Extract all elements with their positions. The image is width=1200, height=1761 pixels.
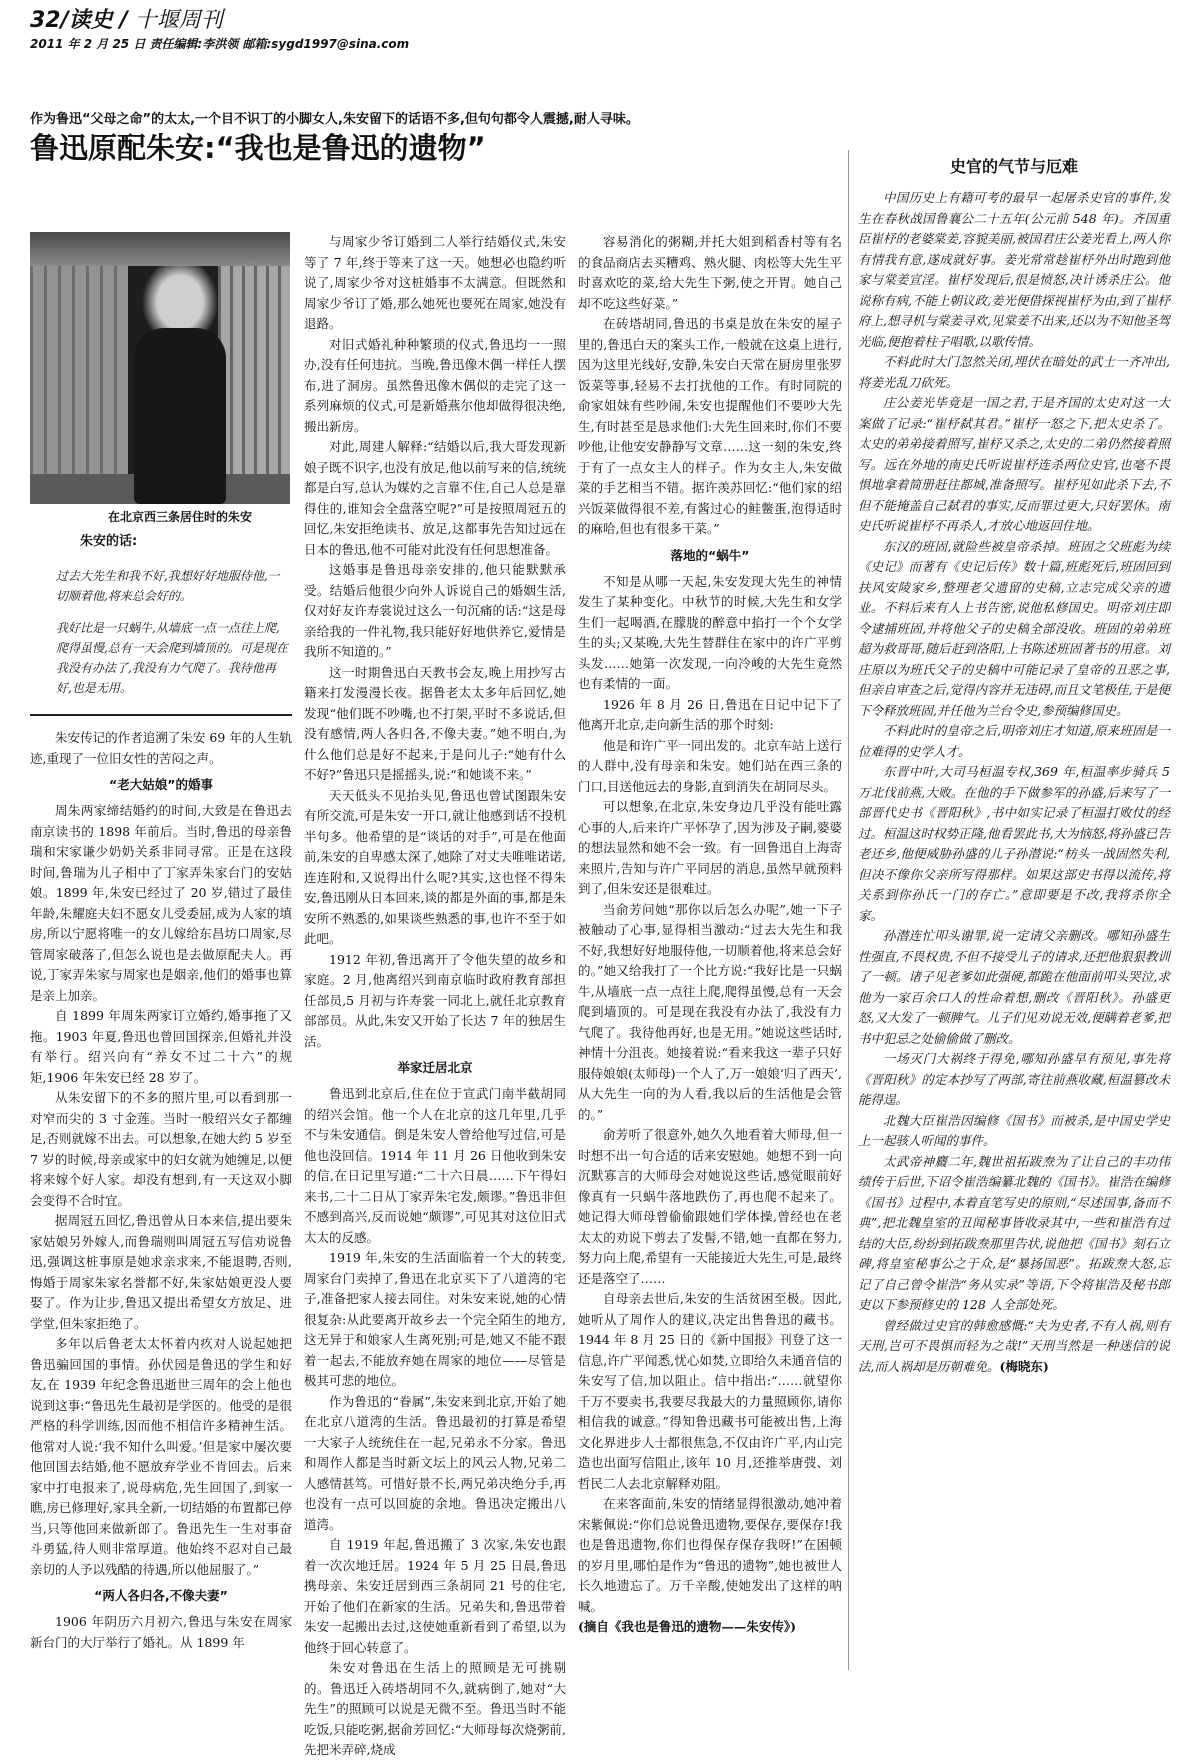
sidebar-author: (梅晓东) xyxy=(999,1358,1049,1374)
article-paragraph: 俞芳听了很意外,她久久地看着大师母,但一时想不出一句合适的话来安慰她。她想不到一向沉默寡言的大师母会对她说这些话,感觉眼前好像真有一只蜗牛落地跌伤了,再也爬不起来了。她记得大师母曾偷偷跟她们学体操,曾经也在老太太的劝说下剪去了发髻,不错,她一直都在努力,努力向上爬,希望有一天能接近大先生,可是,最终还是落空了…… xyxy=(578,1127,842,1286)
article-paragraph: 这婚事是鲁迅母亲安排的,他只能默默承受。结婚后他很少向外人诉说自己的婚姻生活,仅对好友许寿裳说过这么一句沉痛的话:“这是母亲给我的一件礼物,我只能好好地供养它,爱情是我所不知道的。” xyxy=(304,562,566,659)
article-paragraph: 天天低头不见抬头见,鲁迅也曾试图跟朱安有所交流,可是朱安一开口,就让他感到话不投机半句多。他希望的是“谈话的对手”,可是在他面前,朱安的自卑感太深了,她除了对丈夫唯唯诺诺,连连附和,又说得出什么呢?其实,这也怪不得朱安,鲁迅刚从日本回来,谈的都是外面的事,都是朱安所不熟悉的,如果谈些熟悉的事,也许不至于如此吧。 xyxy=(304,787,566,946)
article-paragraph: 朱安传记的作者追溯了朱安 69 年的人生轨迹,重现了一位旧女性的苦闷之声。 xyxy=(30,730,292,766)
page-number: 32/ xyxy=(30,8,69,33)
subheading-fallen-snail: 落地的“蜗牛” xyxy=(670,547,750,563)
sidebar-paragraph: 不料此时的皇帝之后,明帝刘庄才知道,原来班固是一位难得的史学人才。 xyxy=(858,723,1170,759)
article-paragraph: 自 1919 年起,鲁迅搬了 3 次家,朱安也跟着一次次地迁居。1924 年 5 月 25 日晨,鲁迅携母亲、朱安迁居到西三条胡同 21 号的住宅,开始了他们在新家的生活。兄弟失和,鲁迅带着朱安一起搬出去过,这使她重新看到了希望,以为他终于回心转意了。 xyxy=(304,1537,566,1655)
sidebar-paragraph: 孙潜连忙叩头谢罪,说一定请父亲删改。哪知孙盛生性强直,不畏权贵,不但不接受儿子的请求,还把他狠狠教训了一顿。诸子见老爹如此强硬,都跪在他面前叩头哭泣,求他为一家百余口人的性命着想,删改《晋阳秋》。孙盛更怒,又大发了一顿脾气。儿子们见劝说无效,便瞒着老爹,把书中犯忌之处偷偷做了删改。 xyxy=(858,928,1170,1046)
sidebar-title: 史官的气节与厄难 xyxy=(949,157,1078,176)
sidebar-paragraph: 太武帝神麚二年,魏世祖拓跋焘为了让自己的丰功伟绩传于后世,下诏令崔浩编纂北魏的《国书》。崔浩在编修《国书》过程中,本着直笔写史的原则,“尽述国事,备而不典”,把北魏皇室的丑闻秘事皆收录其中,一些和崔浩有过结的大臣,纷纷到拓跋焘那里告状,说他把《国书》刻石立碑,将皇室秘事公之于众,是“暴扬国恶”。拓跋焘大怒,忘记了自己曾令崔浩“务从实录”等语,下令将崔浩及秘书郎吏以下参预修史的 128 人全部处死。 xyxy=(858,1153,1170,1312)
subheading-move-to-beijing: 举家迁居北京 xyxy=(397,1060,473,1075)
dateline: 2011 年 2 月 25 日 责任编辑:李洪领 邮箱:sygd1997@sina.com xyxy=(30,37,410,51)
sidebar-paragraph: 庄公姜光毕竟是一国之君,于是齐国的太史对这一大案做了记录:“崔杼弑其君。”崔杼一怒之下,把太史杀了。太史的弟弟接着照写,崔杼又杀之,太史的二弟仍然接着照写。远在外地的南史氏听说崔杼连杀两位史官,也毫不畏惧地拿着简册赶往都城,准备照写。崔杼见如此杀下去,不但不能掩盖自己弑君的事实,反而罪过更大,只好罢休。南史氏听说崔杼不再杀人,才放心地返回住地。 xyxy=(858,395,1170,533)
subheading-not-like-couple: “两人各归各,不像夫妻” xyxy=(94,1588,228,1603)
article-headline: 鲁迅原配朱安:“我也是鲁迅的遗物” xyxy=(30,131,486,165)
article-paragraph: 当俞芳问她“那你以后怎么办呢”,她一下子被触动了心事,显得相当激动:“过去大先生和我不好,我想好好地服侍他,一切顺着他,将来总会好的。”她又给我打了一个比方说:“我好比是一只蜗牛,从墙底一点一点往上爬,爬得虽慢,总有一天会爬到墙顶的。可是现在我没有办法了,我没有力气爬了。我待他再好,也是无用。”她说这些话时,神情十分沮丧。她接着说:“看来我这一辈子只好服侍娘娘(太师母)一个人了,万一娘娘‘归了西天’,从大先生一向的为人看,我以后的生活他是会管的。” xyxy=(578,901,842,1122)
zhu-an-photo xyxy=(30,232,290,504)
sidebar-paragraph xyxy=(858,1316,1170,1378)
sidebar-paragraph: 北魏大臣崔浩因编修《国书》而被杀,是中国史学史上一起骇人听闻的事件。 xyxy=(858,1112,1170,1148)
article-paragraph: 可以想象,在北京,朱安身边几乎没有能吐露心事的人,后来许广平怀孕了,因为涉及子嗣,婆婆的想法显然和她不会一致。有一回鲁迅自上海寄来照片,告知与许广平同居的消息,虽然早就预料到了,但朱安还是很难过。 xyxy=(578,799,842,896)
article-paragraph: 对旧式婚礼种种繁琐的仪式,鲁迅均一一照办,没有任何违抗。当晚,鲁迅像木偶一样任人摆布,进了洞房。虽然鲁迅像木偶似的走完了这一系列麻烦的仪式,可是新婚燕尔他却做得很决绝,搬出新房。 xyxy=(304,336,566,434)
sidebar-paragraph: 东汉的班固,就险些被皇帝杀掉。班固之父班彪为续《史记》而著有《史记后传》数十篇,班彪死后,班固回到扶风安陵家乡,整理老父遗留的史稿,立志完成父亲的遗业。不料后来有人上书告密,说他私修国史。明帝刘庄即令逮捕班固,并将他父子的史稿全部没收。班固的弟弟班超为救哥哥,随后赶到洛阳,上书陈述班固著书的用意。刘庄原以为班氏父子的史稿中可能记录了皇帝的丑恶之事,但亲自审查之后,觉得内容并无违碍,而且文笔极佳,于是便下令释放班固,并任他为兰台令史,参预编修国史。 xyxy=(858,538,1170,718)
article-paragraph: 不知是从哪一天起,朱安发现大先生的神情发生了某种变化。中秋节的时候,大先生和女学生们一起喝酒,在朦胧的醉意中掐打一个个女学生的头;又某晚,大先生替群住在家中的许广平剪头发……她第一次发现,一向冷峻的大先生竟然也有柔情的一面。 xyxy=(578,573,842,691)
photo-caption: 在北京西三条居住时的朱安 xyxy=(108,510,253,524)
subheading-arranged-marriage: “老大姑娘”的婚事 xyxy=(109,777,213,792)
quote-text-1: 过去大先生和我不好,我想好好地服侍他,一切顺着他,将来总会好的。 xyxy=(56,569,280,603)
quote-box-title: 朱安的话: xyxy=(80,534,138,549)
masthead-separator: / xyxy=(119,8,128,33)
article-paragraph: 容易消化的粥糊,并托大姐到稻香村等有名的食品商店去买糟鸡、熟火腿、肉松等大先生平时喜欢吃的菜,给大先生下粥,使之开胃。她自己却不吃这些好菜。” xyxy=(578,234,842,311)
section-name: 读史 xyxy=(68,8,113,33)
article-paragraph: 他是和许广平一同出发的。北京车站上送行的人群中,没有母亲和朱安。她们站在西三条的门口,目送他远去的身影,直到消失在胡同尽头。 xyxy=(578,737,842,794)
article-paragraph: 在来客面前,朱安的情绪显得很激动,她冲着宋紫佩说:“你们总说鲁迅遗物,要保存,要保存!我也是鲁迅遗物,你们也得保存保存我呀!”在困顿的岁月里,哪怕是作为“鲁迅的遗物”,她也被世人长久地遗忘了。万千辛酸,使她发出了这样的呐喊。 xyxy=(578,1496,842,1614)
article-paragraph: 在砖塔胡同,鲁迅的书桌是放在朱安的屋子里的,鲁迅白天的案头工作,一般就在这桌上进行,因为这里光线好,安静,朱安白天常在厨房里张罗饭菜等事,轻易不去打扰他的工作。有时同院的俞家姐妹有些吵闹,朱安也提醒他们不要吵大先生,有时甚至是恳求他们:大先生回来时,你们不要吵他,让他安安静静写文章……这一刻的朱安,终于有了一点女主人的样子。作为女主人,朱安做菜的手艺相当不错。据许羡苏回忆:“他们家的绍兴饭菜做得很不差,有酱过心的鲑鳖蛋,泡得适时的麻哈,但也有很多干菜。” xyxy=(578,316,842,536)
quote-divider xyxy=(30,714,292,716)
masthead-title xyxy=(30,8,1170,34)
article-column-3 xyxy=(578,232,842,1674)
article-paragraph: 与周家少爷订婚到二人举行结婚仪式,朱安等了 7 年,终于等来了这一天。她想必也隐约听说了,周家少爷对这桩婚事不太满意。但既然和周家少爷订了婚,那么她死也要死在周家,她没有退路。 xyxy=(304,234,566,331)
column-divider xyxy=(848,150,849,1670)
article-deck: 作为鲁迅“父母之命”的太太,一个目不识丁的小脚女人,朱安留下的话语不多,但句句都令人震撼,耐人寻味。 xyxy=(30,112,639,127)
masthead xyxy=(30,8,1170,52)
sidebar-paragraph: 中国历史上有籍可考的最早一起屠杀史官的事件,发生在春秋战国鲁襄公二十五年(公元前 548 年)。齐国重臣崔杼的老婆棠姜,容貌美丽,被国君庄公姜光看上,两人你有情我有意,遂成就好事。姜光常常趁崔杼外出时跑到他家与棠姜宣淫。崔杼发现后,很是愤怒,决计诱杀庄公。他说称有病,不能上朝议政,姜光便借探视崔杼为由,到了崔杼府上,想寻机与棠姜寻欢,见棠姜不出来,还以为不知他圣驾光临,便抱着柱子唱歌,以歌传情。 xyxy=(858,190,1170,349)
sidebar-closing: 曾经做过史官的韩愈感慨:“夫为史者,不有人祸,则有天刑,岂可不畏惧而轻为之哉!”天刑当然是一种迷信的说法,而人祸却是历朝难免。 xyxy=(858,1317,1170,1374)
article-paragraph: 1919 年,朱安的生活面临着一个大的转变,周家台门卖掉了,鲁迅在北京买下了八道湾的宅子,准备把家人接去同住。对朱安来说,她的心情很复杂:从此要离开故乡去一个完全陌生的地方,这无异于和娘家人生离死别;可是,她又不能不跟着一起去,不能放弃她在周家的地位——尽管是极其可悲的地位。 xyxy=(304,1250,566,1388)
article-source: (摘自《我也是鲁迅的遗物——朱安传》) xyxy=(578,1619,797,1634)
article-paragraph: 鲁迅到北京后,住在位于宣武门南半截胡同的绍兴会馆。他一个人在北京的这几年里,几乎不与朱安通信。倒是朱安人曾给他写过信,可是他也没回信。1914 年 11 月 26 日他收到朱安的信,在日记里写道:“二十六日晨……下午得妇来书,二十二日从丁家弄朱宅发,颇谬。”鲁迅非但不感到高兴,反而说她“颇谬”,可见其对这位旧式太太的反感。 xyxy=(304,1086,566,1245)
article-column-2 xyxy=(304,232,566,1757)
article-paragraph: 自 1899 年周朱两家订立婚约,婚事拖了又拖。1903 年夏,鲁迅也曾回国探亲,但婚礼并没有举行。绍兴向有“养女不过二十六”的规矩,1906 年朱安已经 28 岁了。 xyxy=(30,1008,292,1085)
paper-name: 十堰周刊 xyxy=(134,8,223,33)
sidebar-column xyxy=(858,188,1170,1672)
article-paragraph: 朱安对鲁迅在生活上的照顾是无可挑剔的。鲁迅迁入砖塔胡同不久,就病倒了,她对“大先生”的照顾可以说是无微不至。鲁迅当时不能吃饭,只能吃粥,据俞芳回忆:“大师母每次烧粥前,先把米弄碎,烧成 xyxy=(304,1660,566,1757)
article-paragraph: 周朱两家缔结婚约的时间,大致是在鲁迅去南京读书的 1898 年前后。当时,鲁迅的母亲鲁瑞和宋家谦少奶奶关系非同寻常。正是在这段时间,鲁瑞为儿子相中了丁家弄朱家台门的安姑娘。1899 年,朱安已经过了 20 岁,错过了最佳年龄,朱耀庭夫妇不愿女儿受委屈,成为人家的填房,所以宁愿将唯一的女儿嫁给东昌坊口周家,尽管周家破落了,但怎么说也是去做原配夫人。再说,丁家弄朱家与周家也是姻亲,他们的婚事也算是亲上加亲。 xyxy=(30,803,292,1003)
sidebar-paragraph: 不料此时大门忽然关闭,埋伏在暗处的武士一齐冲出,将姜光乱刀砍死。 xyxy=(858,354,1170,390)
article-paragraph: 对此,周建人解释:“结婚以后,我大哥发现新娘子既不识字,也没有放足,他以前写来的信,统统都是白写,总认为媒妁之言靠不住,自己人总是靠得住的,谁知会全盘落空呢?”可是按照周冠五的回忆,朱安拒绝读书、放足,这都事先告知过远在日本的鲁迅,他不可能对此没有任何思想准备。 xyxy=(304,439,566,557)
sidebar-paragraph: 一场灭门大祸终于得免,哪知孙盛早有预见,事先将《晋阳秋》的定本抄写了两部,寄往前燕收藏,桓温篡改未能得逞。 xyxy=(858,1051,1170,1107)
quote-text-2: 我好比是一只蜗牛,从墙底一点一点往上爬,爬得虽慢,总有一天会爬到墙顶的。可是现在我没有办法了,我没有力气爬了。我待他再好,也是无用。 xyxy=(56,621,288,695)
sidebar-paragraph: 东晋中叶,大司马桓温专权,369 年,桓温率步骑兵 5 万北伐前燕,大败。在他的手下做参军的孙盛,后来写了一部晋代史书《晋阳秋》,书中如实记录了桓温打败仗的经过。桓温这时权势正隆,他看罢此书,大为恼怒,将孙盛已告老还乡,他便威胁孙盛的儿子孙潜说:“枋头一战固然失利,但决不像你父亲所写得那样。如果这部史书得以流传,将关系到你孙氏一门的存亡。”意即要是不改,我将杀你全家。 xyxy=(858,764,1170,923)
article-paragraph: 从朱安留下的不多的照片里,可以看到那一对窄而尖的 3 寸金莲。当时一般绍兴女子都缠足,否则就嫁不出去。可以想象,在她大约 5 岁至 7 岁的时候,母亲或家中的妇女就为她缠足,以便将来嫁个好人家。却没有想到,有一天这双小脚会变得不合时宜。 xyxy=(30,1090,292,1208)
article-paragraph: 这一时期鲁迅白天教书会友,晚上用抄写古籍来打发漫漫长夜。据鲁老太太多年后回忆,她发现“他们既不吵嘴,也不打架,平时不多说话,但没有感情,两人各归各,不像夫妻。”她不明白,为什么他们总是好不起来,于是问儿子:“她有什么不好?”鲁迅只是摇摇头,说:“和她谈不来。” xyxy=(304,664,566,782)
article-paragraph: 1906 年阴历六月初六,鲁迅与朱安在周家新台门的大厅举行了婚礼。从 1899 年 xyxy=(30,1614,292,1650)
article-paragraph: 自母亲去世后,朱安的生活贫困至极。因此,她听从了周作人的建议,决定出售鲁迅的藏书。1944 年 8 月 25 日的《新中国报》刊登了这一信息,许广平闻悉,忧心如焚,立即给久未通音信的朱安写了信,加以阻止。信中指出:“……就望你千万不要卖书,我要尽我最大的力量照顾你,请你相信我的诚意。”得知鲁迅藏书可能被出售,上海文化界进步人士都很焦急,不仅由许广平,内山完造也出面写信阻止,该年 10 月,还推举唐弢、刘哲民二人去北京解释劝阻。 xyxy=(578,1291,842,1491)
article-paragraph: 1926 年 8 月 26 日,鲁迅在日记中记下了他离开北京,走向新生活的那个时刻: xyxy=(578,696,842,732)
article-column-1 xyxy=(30,728,292,1674)
article-paragraph: 据周冠五回忆,鲁迅曾从日本来信,提出要朱家姑娘另外嫁人,而鲁瑞则叫周冠五写信劝说鲁迅,强调这桩事原是她求亲求来,不能退聘,否则,悔婚于周家朱家名誉都不好,朱家姑娘更没人要娶了。作为让步,鲁迅又提出希望女方放足、进学堂,但朱家拒绝了。 xyxy=(30,1213,292,1331)
article-paragraph: 1912 年初,鲁迅离开了令他失望的故乡和家庭。2 月,他离绍兴到南京临时政府教育部担任部员,5 月初与许寿裳一同北上,就任北京教育部部员。从此,朱安又开始了长达 7 年的独居生活。 xyxy=(304,951,566,1049)
article-paragraph: 作为鲁迅的“眷属”,朱安来到北京,开始了她在北京八道湾的生活。鲁迅最初的打算是希望一大家子人统统住在一起,兄弟永不分家。鲁迅和周作人都是当时新文坛上的风云人物,兄弟二人感情甚笃。可惜好景不长,两兄弟决绝分手,再也没有一点可以回旋的余地。鲁迅决定搬出八道湾。 xyxy=(304,1393,566,1532)
article-paragraph: 多年以后鲁老太太怀着内疚对人说起她把鲁迅骗回国的事情。孙伏园是鲁迅的学生和好友,在 1939 年纪念鲁迅逝世三周年的会上他也说到这事:“鲁迅先生最初是学医的。他受的是很严格的科学训练,因而他不相信许多精神生活。他常对人说:‘我不知什么叫爱。’但是家中屡次要他回国去结婚,他不愿放弃学业不肯回去。后来家中打电报来了,说母病危,先生回国了,到家一瞧,房已修理好,家具全新,一切结婚的布置都已停当,只等他回来做新郎了。鲁迅先生一生对事奋斗勇猛,待人则非常厚道。他始终不忍对自己最亲切的人予以残酷的待遇,所以他屈服了。” xyxy=(30,1336,292,1577)
